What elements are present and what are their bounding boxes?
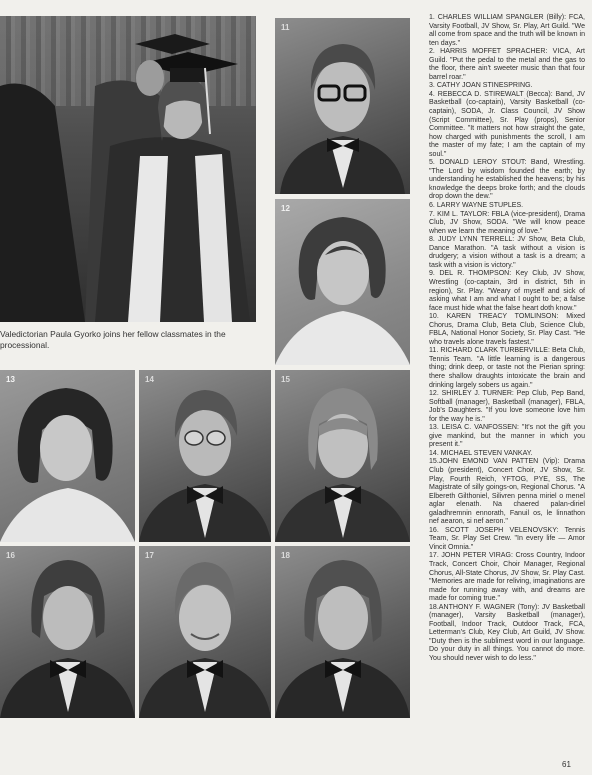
bio-entry: 5. DONALD LEROY STOUT: Band, Wrestling. "The Lord by wisdom founded the earth; by understanding he established the heavens; by his knowledge the deeps broke forth; and the clouds drop down the dew." [429,159,585,201]
bio-entry: 7. KIM L. TAYLOR: FBLA (vice-president), Drama Club, JV Show, SODA. "We will know peace when we learn the meaning of love." [429,210,585,235]
bio-entry: 9. DEL R. THOMPSON: Key Club, JV Show, Wrestling (co-captain, 3rd in district, 5th in region), Sr. Play. "Weary of myself and sick of asking what I am and what I ought to be; a false face must hide what the false heart doth know." [429,270,585,312]
bio-entry: 16. SCOTT JOSEPH VELENOVSKY: Tennis Team, Sr. Play Set Crew. "In every life — Amor Vincit Omnia." [429,526,585,551]
portrait-16 [0,546,135,718]
portrait-number: 18 [281,551,290,560]
portrait-14 [139,370,271,542]
portrait-number: 14 [145,375,154,384]
biography-column [429,14,585,664]
bio-entry: 4. REBECCA D. STIREWALT (Becca): Band, JV Basketball (co-captain), Varsity Basketball (co-captain), SODA, Jr. Class Council, JV Show (Script Committee), Sr. Play (props), Senior Committee. "It matters not how straight the gate, how charged with punishments the scroll, I am the master of my fate; I am the captain of my soul." [429,90,585,158]
bio-entry: 8. JUDY LYNN TERRELL: JV Show, Beta Club, Dance Marathon. "A task without a vision is drudgery; a vision without a task is a dream; a task with a vision is victory." [429,236,585,269]
portrait-15 [275,370,410,542]
portrait-number: 17 [145,551,154,560]
bio-entry: 3. CATHY JOAN STINESPRING. [429,82,533,90]
portrait-number: 13 [6,375,15,384]
bio-entry: 2. HARRIS MOFFET SPRACHER: VICA, Art Guild. "Put the pedal to the metal and the gas to the floor, there ain't sweeter music than that four barrel roar." [429,48,585,81]
bio-entry: 15.JOHN EMOND VAN PATTEN (Vip): Drama Club (president), Concert Choir, JV Show, Sr. Play, Fourth Reich, YFTOG, PYE, SS, The Magistrate of silly goings-on, Regional Chorus. "A Elbereth Gilthoniel, Silivren penna miriel o menel aglar elenath. Na chaered palan-diriel galadhremnin ennorath, Fanuil os, le linnathon nef aearon, si nef aeron." [429,458,585,526]
bio-entry: 6. LARRY WAYNE STUPLES. [429,202,524,210]
portrait-13 [0,370,135,542]
photo-caption: Valedictorian Paula Gyorko joins her fellow classmates in the processional. [0,329,226,350]
portrait-18 [275,546,410,718]
portrait-number: 16 [6,551,15,560]
bio-entry: 18.ANTHONY F. WAGNER (Tony): JV Basketball (manager), Varsity Basketball (manager), Football, Indoor Track, Outdoor Track, FCA, Letterman's Club, Key Club, Art Guild, JV Show. "Duty then is the sublimest word in our language. Do your duty in all things. You cannot do more. You should never wish to do less." [429,603,585,663]
bio-entry: 10. KAREN TREACY TOMLINSON: Mixed Chorus, Drama Club, Beta Club, Science Club, FBLA, National Honor Society, Sr. Play Cast. "He who travels alone travels fastest." [429,313,585,346]
portrait-number: 15 [281,375,290,384]
bio-entry: 12. SHIRLEY J. TURNER: Pep Club, Pep Band, Softball (manager), Basketball (manager), FBLA, Job's Daughters. "If you love someone love him for the way he is." [429,390,585,423]
portrait-number: 11 [281,23,290,32]
bio-entry: 14. MICHAEL STEVEN VANKAY. [429,449,533,457]
bio-entry: 13. LEISA C. VANFOSSEN: "It's not the gift you give mankind, but the manner in which you present it." [429,424,585,449]
portrait-11 [275,18,410,194]
bio-entry: 17. JOHN PETER VIRAG: Cross Country, Indoor Track, Concert Choir, Choir Manager, Regional Chorus, All-State Chorus, JV Show, Sr. Play Cast. "Memories are made for reliving, imaginations are made for running away with, and dreams are made for coming true." [429,552,585,603]
bio-entry: 11. RICHARD CLARK TURBERVILLE: Beta Club, Tennis Team. "A little learning is a dangerous thing; drink deep, or taste not the Pierian spring: there shallow draughts intoxicate the brain and drinking largely sobers us again." [429,347,585,389]
bio-entry: 1. CHARLES WILLIAM SPANGLER (Billy): FCA, Varsity Football, JV Show, Sr. Play, Art Guild. "We all come from space and the truth will be known in ten days." [429,14,585,47]
portrait-number: 12 [281,204,290,213]
portrait-12 [275,199,410,365]
portrait-17 [139,546,271,718]
page-number: 61 [562,760,571,769]
processional-photo [0,16,256,322]
